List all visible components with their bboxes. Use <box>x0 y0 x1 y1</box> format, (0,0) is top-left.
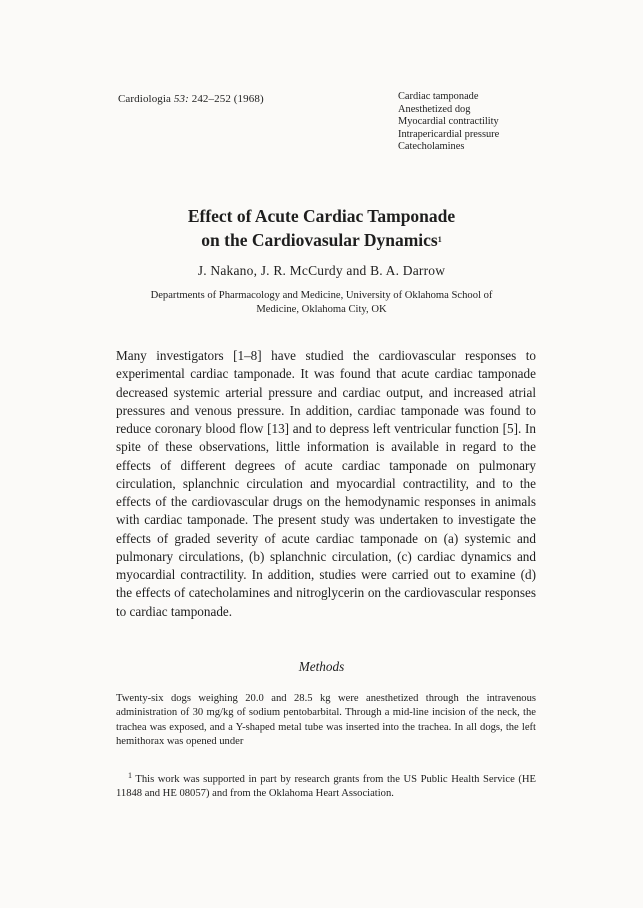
affiliation-line: Medicine, Oklahoma City, OK <box>256 304 387 315</box>
keyword: Catecholamines <box>398 141 465 153</box>
article-title-line-2 <box>100 228 543 252</box>
journal-pages-year: 242–252 (1968) <box>191 93 264 105</box>
article-title-text: on the Cardiovasular Dynamics <box>201 230 438 250</box>
footnote-mark: 1 <box>128 771 132 780</box>
affiliation-line: Departments of Pharmacology and Medicine, University of Oklahoma School of <box>150 290 493 301</box>
introduction-paragraph: Many investigators [1–8] have studied the cardiovascular responses to experimental cardiac tamponade. It was found that acute cardiac tamponade decreased systemic arterial pressure and cardiac output, and increased atrial pressures and venous pressure. In addition, cardiac tamponade was found to reduce coronary blood flow [13] and to depress left ventricular function [5]. In spite of these observations, little information is available in regard to the effects of different degrees of acute cardiac tamponade on pulmonary circulation, splanchnic circulation and myocardial contractility, and to the effects of the cardiovascular drugs on the hemodynamic responses in animals with cardiac tamponade. The present study was undertaken to investigate the effects of graded severity of acute cardiac tamponade on (a) systemic and pulmonary circulations, (b) splanchnic circulation, (c) cardiac dynamics and myocardial contractility. In addition, studies were carried out to examine (d) the effects of catecholamines and nitroglycerin on the cardiovascular responses to cardiac tamponade. <box>116 348 536 619</box>
title-footnote-mark: 1 <box>437 235 442 244</box>
article-title-line-1: Effect of Acute Cardiac Tamponade <box>187 206 456 226</box>
methods-paragraph: Twenty-six dogs weighing 20.0 and 28.5 kg were anesthetized through the intravenous administration of 30 mg/kg of sodium pentobarbital. Through a mid-line incision of the neck, the trachea was exposed, and a Y-shaped metal tube was inserted into the trachea. In all dogs, the left hemithorax was opened under <box>116 693 536 748</box>
keyword-list <box>398 91 499 154</box>
footnote <box>116 769 536 802</box>
journal-volume: 53: <box>173 93 189 105</box>
keyword: Cardiac tamponade <box>398 91 479 102</box>
keyword: Intrapericardial pressure <box>398 128 500 140</box>
keyword: Myocardial contractility <box>398 116 499 128</box>
journal-citation <box>118 93 264 105</box>
journal-name: Cardiologia <box>118 93 172 105</box>
author-affiliation <box>115 289 528 317</box>
keyword: Anesthetized dog <box>398 103 471 115</box>
author-list: J. Nakano, J. R. McCurdy and B. A. Darrow <box>197 263 446 278</box>
footnote-text: This work was supported in part by research grants from the US Public Health Service (HE 11848 and HE 08057) and from the Oklahoma Heart Association. <box>116 774 536 800</box>
methods-heading: Methods <box>298 659 345 674</box>
